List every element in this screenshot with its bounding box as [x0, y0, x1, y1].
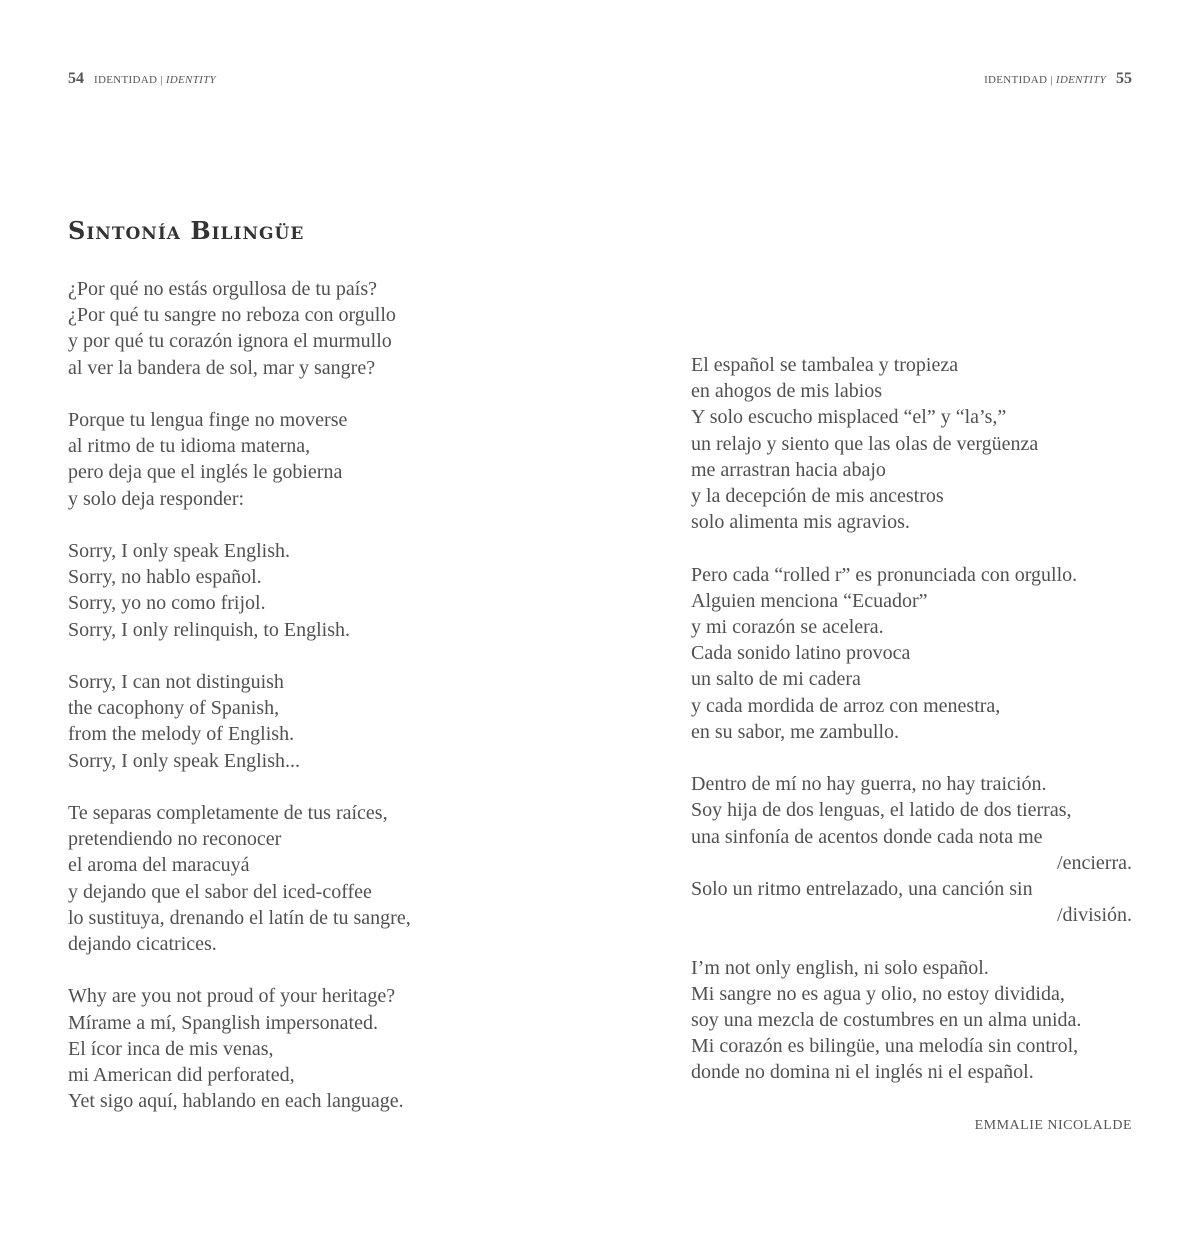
left-running-head	[94, 74, 216, 86]
stanza	[68, 276, 548, 381]
poem-line: una sinfonía de acentos donde cada nota me	[691, 825, 1043, 848]
poem-line: solo alimenta mis agravios.	[691, 511, 910, 534]
poem-line: /encierra.	[1057, 851, 1132, 874]
poem-line: al ver la bandera de sol, mar y sangre?	[68, 356, 376, 379]
poem-line: Sorry, no hablo español.	[68, 566, 262, 589]
stanza	[68, 983, 548, 1114]
poem-line: y por qué tu corazón ignora el murmullo	[68, 330, 392, 353]
poem-line: Cada sonido latino provoca	[691, 642, 911, 665]
poem-line: Mi corazón es bilingüe, una melodía sin control,	[691, 1035, 1079, 1058]
poem-author: EMMALIE NICOLALDE	[974, 1118, 1132, 1133]
poem-line: Solo un ritmo entrelazado, una canción sin	[691, 878, 1033, 901]
poem-line: lo sustituya, drenando el latín de tu sangre,	[68, 906, 411, 929]
poem-line: Mi sangre no es agua y olio, no estoy dividida,	[691, 982, 1065, 1005]
poem-line: I’m not only english, ni solo español.	[691, 956, 989, 979]
poem-line: Mírame a mí, Spanglish impersonated.	[68, 1011, 378, 1034]
stanza	[691, 352, 1132, 535]
poem-line: un salto de mi cadera	[691, 668, 861, 691]
poem-line: Sorry, I can not distinguish	[68, 671, 284, 693]
right-running-head	[984, 74, 1106, 86]
poem-line: Porque tu lengua finge no moverse	[68, 409, 348, 431]
poem-line: en su sabor, me zambullo.	[691, 720, 900, 743]
right-section-es: IDENTIDAD	[984, 74, 1048, 86]
poem-line: y cada mordida de arroz con menestra,	[691, 694, 1001, 717]
poem-line: un relajo y siento que las olas de vergüenza	[691, 432, 1039, 455]
poem-title: Sintonía Bilingüe	[68, 216, 305, 245]
poem-line: Sorry, I only speak English.	[68, 540, 291, 562]
stanza	[691, 955, 1132, 1086]
poem-left-column	[68, 276, 548, 1141]
poem-line: El español se tambalea y tropieza	[691, 354, 959, 376]
poem-line: Sorry, I only relinquish, to English.	[68, 618, 351, 641]
poem-line: el aroma del maracuyá	[68, 854, 250, 877]
left-page-header	[68, 70, 216, 88]
poem-line: Te separas completamente de tus raíces,	[68, 802, 388, 824]
right-page-number: 55	[1116, 70, 1132, 87]
stanza	[691, 771, 1132, 928]
poem-line: dejando cicatrices.	[68, 933, 217, 956]
poem-line: pero deja que el inglés le gobierna	[68, 461, 343, 484]
poem-line: en ahogos de mis labios	[691, 380, 883, 403]
poem-line: /división.	[1056, 904, 1132, 927]
left-separator: |	[160, 74, 163, 86]
poem-line: soy una mezcla de costumbres en un alma unida.	[691, 1009, 1082, 1032]
poem-line: donde no domina ni el inglés ni el español.	[691, 1061, 1034, 1084]
stanza	[68, 800, 548, 957]
stanza	[68, 669, 548, 774]
poem-line: Dentro de mí no hay guerra, no hay traición.	[691, 773, 1047, 796]
right-separator: |	[1050, 74, 1053, 86]
poem-line: Pero cada “rolled r” es pronunciada con orgullo.	[691, 563, 1078, 586]
poem-line: Why are you not proud of your heritage?	[68, 985, 396, 1008]
poem-line: Sorry, I only speak English...	[68, 749, 301, 772]
poem-line: ¿Por qué no estás orgullosa de tu país?	[68, 278, 378, 300]
right-section-en: IDENTITY	[1055, 74, 1106, 86]
stanza	[691, 562, 1132, 745]
stanza	[68, 407, 548, 512]
right-page-header	[984, 70, 1132, 88]
left-page-number: 54	[68, 70, 84, 87]
poem-line: Yet sigo aquí, hablando en each language.	[68, 1090, 404, 1113]
poem-line: y mi corazón se acelera.	[691, 616, 884, 639]
left-section-es: IDENTIDAD	[94, 74, 158, 86]
stanza	[68, 538, 548, 643]
poem-right-column	[691, 352, 1132, 1112]
poem-line: y dejando que el sabor del iced-coffee	[68, 880, 372, 903]
poem-line: Soy hija de dos lenguas, el latido de dos tierras,	[691, 799, 1072, 822]
poem-line: Y solo escucho misplaced “el” y “la’s,”	[691, 406, 1007, 429]
poem-line: pretendiendo no reconocer	[68, 828, 282, 851]
poem-line: Sorry, yo no como frijol.	[68, 592, 266, 615]
poem-line: y la decepción de mis ancestros	[691, 485, 944, 508]
poem-line: Alguien menciona “Ecuador”	[691, 589, 928, 612]
poem-line: El ícor inca de mis venas,	[68, 1037, 274, 1060]
poem-line: the cacophony of Spanish,	[68, 697, 280, 720]
poem-line: from the melody of English.	[68, 723, 295, 746]
poem-line: ¿Por qué tu sangre no reboza con orgullo	[68, 304, 396, 327]
poem-line: y solo deja responder:	[68, 487, 245, 510]
poem-line: mi American did perforated,	[68, 1064, 295, 1087]
poem-line: me arrastran hacia abajo	[691, 458, 886, 481]
left-section-en: IDENTITY	[165, 74, 216, 86]
poem-line: al ritmo de tu idioma materna,	[68, 435, 311, 458]
